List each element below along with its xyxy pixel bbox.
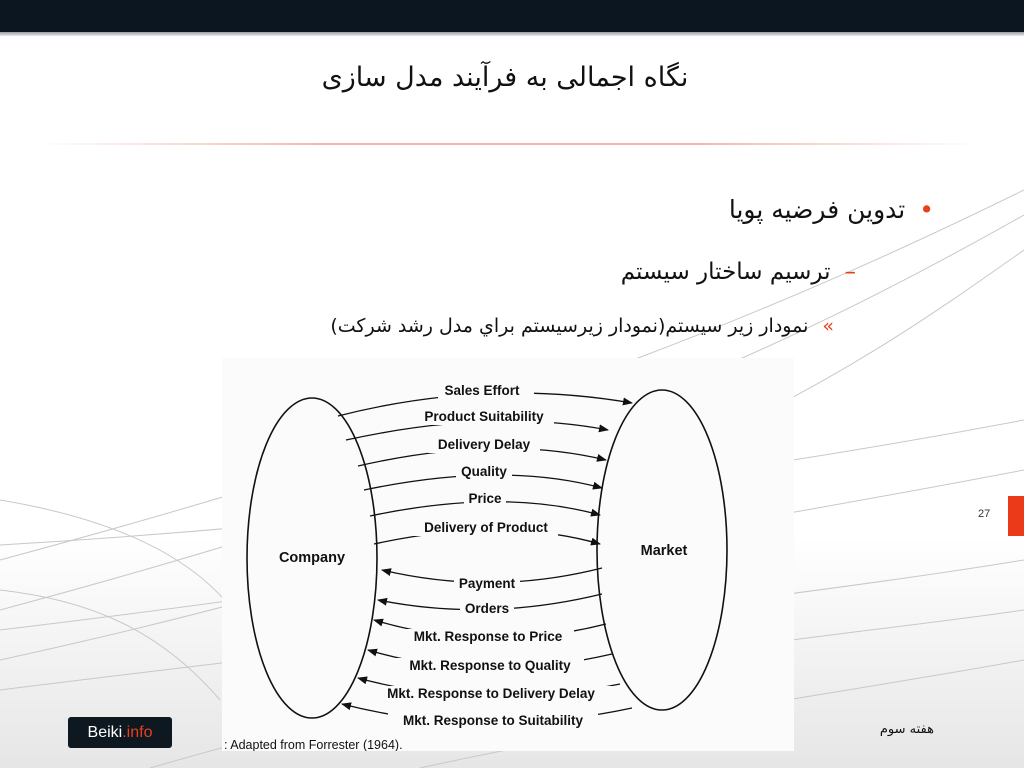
slide-title: نگاه اجمالی به فرآیند مدل سازی: [321, 62, 689, 93]
bullet-marker-3: »: [822, 315, 834, 337]
flow-label-mkt-response-suitability: Mkt. Response to Suitability: [402, 713, 584, 728]
beiki-logo[interactable]: [68, 717, 172, 748]
figure-caption: : Adapted from Forrester (1964).: [224, 738, 403, 751]
bullet-marker-1: •: [919, 195, 934, 224]
flow-label-mkt-response-delivery-delay: Mkt. Response to Delivery Delay: [387, 686, 595, 701]
footer-week-label: هفته سوم: [879, 722, 934, 737]
flow-label-price: Price: [468, 491, 502, 506]
subsystem-diagram: [222, 358, 794, 751]
flow-label-delivery-of-product: Delivery of Product: [424, 520, 548, 535]
bullet-level-1: [729, 195, 934, 224]
flow-label-payment: Payment: [458, 576, 516, 591]
flow-label-mkt-response-price: Mkt. Response to Price: [413, 629, 563, 644]
accent-tab: [1008, 496, 1024, 536]
flow-label-quality: Quality: [461, 464, 507, 479]
subsystem-diagram-svg: [222, 358, 794, 751]
title-divider: [40, 143, 980, 145]
logo-main-text: Beiki: [87, 723, 123, 741]
bullet-level-2: [621, 259, 856, 285]
bullet-text-3: نمودار زیر سیستم(نمودار زيرسيستم براي مدل رشد شركت): [330, 315, 809, 337]
flow-label-delivery-delay: Delivery Delay: [437, 437, 531, 452]
flow-label-product-suitability: Product Suitability: [424, 409, 544, 424]
company-label: Company: [278, 550, 346, 566]
market-label: Market: [640, 543, 688, 559]
logo-accent-text: .info: [122, 723, 153, 741]
bullet-text-1: تدوین فرضیه پویا: [728, 195, 906, 224]
bullet-marker-2: –: [844, 259, 856, 285]
flow-label-orders: Orders: [464, 601, 510, 616]
flow-label-sales-effort: Sales Effort: [444, 383, 520, 398]
bullet-text-2: ترسیم ساختار سیستم: [620, 259, 831, 285]
bullet-level-3: [330, 315, 834, 337]
page-number: 27: [978, 508, 991, 520]
flow-label-mkt-response-quality: Mkt. Response to Quality: [409, 658, 571, 673]
